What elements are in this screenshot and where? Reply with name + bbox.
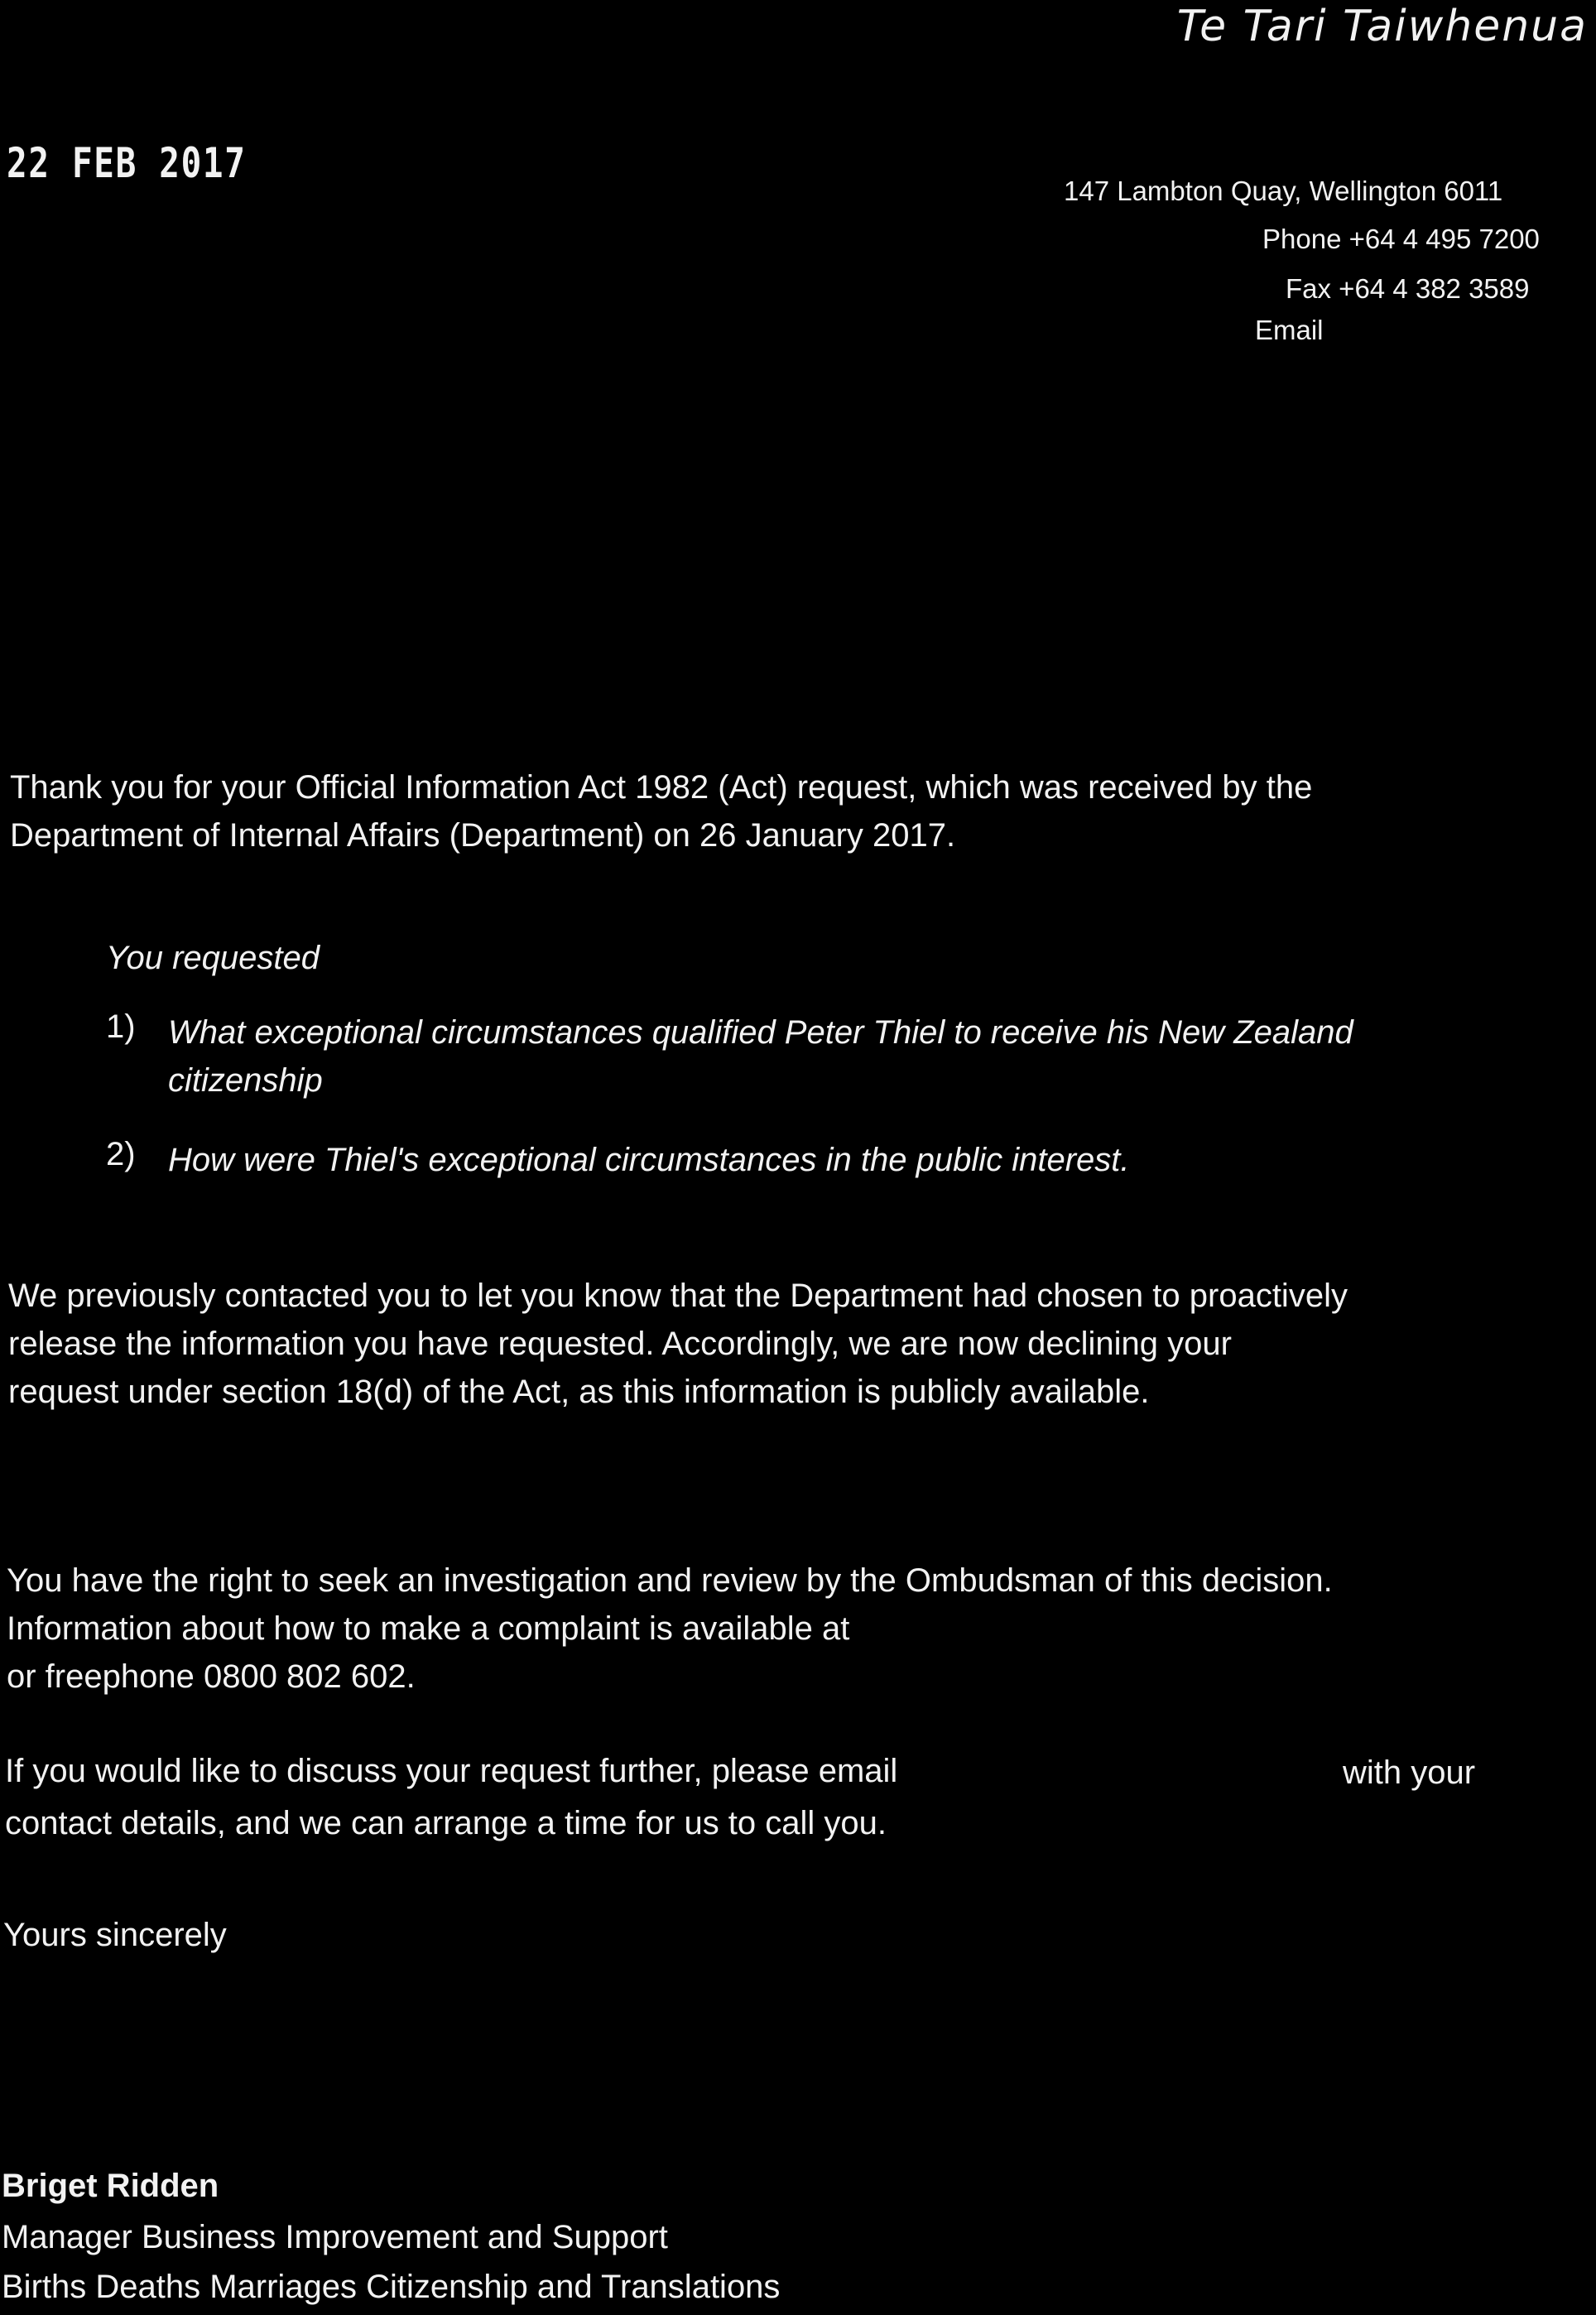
request-line: How were Thiel's exceptional circumstances in the public interest. — [168, 1142, 1130, 1178]
request-number: 1) — [106, 1008, 136, 1045]
phone-line: Phone +64 4 495 7200 — [1262, 224, 1540, 254]
requested-label: You requested — [106, 940, 320, 976]
intro-paragraph — [10, 763, 1312, 859]
discuss-line-end: with your — [1343, 1754, 1476, 1791]
date-stamp: 22 FEB 2017 — [7, 139, 247, 187]
request-number: 2) — [106, 1136, 136, 1172]
intro-line: Thank you for your Official Information Act 1982 (Act) request, which was received by the — [10, 769, 1313, 806]
ombudsman-paragraph — [7, 1557, 1333, 1701]
ombudsman-line: You have the right to seek an investigation and review by the Ombudsman of this decision. — [7, 1562, 1333, 1599]
email-label: Email — [1255, 315, 1324, 345]
intro-line: Department of Internal Affairs (Department) on 26 January 2017. — [10, 817, 956, 854]
decision-line: We previously contacted you to let you know that the Department had chosen to proactively — [8, 1278, 1348, 1314]
organisation-name: Te Tari Taiwhenua — [1176, 2, 1588, 51]
decision-line: release the information you have requested. Accordingly, we are now declining your — [8, 1326, 1232, 1362]
request-item-1 — [168, 1008, 1353, 1105]
signatory-unit: Births Deaths Marriages Citizenship and Translations — [2, 2269, 781, 2305]
address-line: 147 Lambton Quay, Wellington 6011 — [1064, 176, 1503, 206]
discuss-line: contact details, and we can arrange a time for us to call you. — [5, 1805, 887, 1841]
request-item-2 — [168, 1136, 1129, 1184]
closing-salutation: Yours sincerely — [3, 1917, 227, 1953]
signatory-title: Manager Business Improvement and Support — [2, 2219, 668, 2255]
decision-line: request under section 18(d) of the Act, as this information is publicly available. — [8, 1374, 1150, 1410]
fax-line: Fax +64 4 382 3589 — [1286, 273, 1530, 304]
signatory-name: Briget Ridden — [2, 2168, 219, 2204]
request-line: citizenship — [168, 1062, 323, 1099]
request-line: What exceptional circumstances qualified Peter Thiel to receive his New Zealand — [168, 1014, 1353, 1051]
ombudsman-line: or freephone 0800 802 602. — [7, 1658, 416, 1695]
decision-paragraph — [8, 1272, 1348, 1416]
ombudsman-line: Information about how to make a complaint is available at — [7, 1610, 850, 1647]
discuss-line: If you would like to discuss your request further, please email — [5, 1753, 898, 1789]
